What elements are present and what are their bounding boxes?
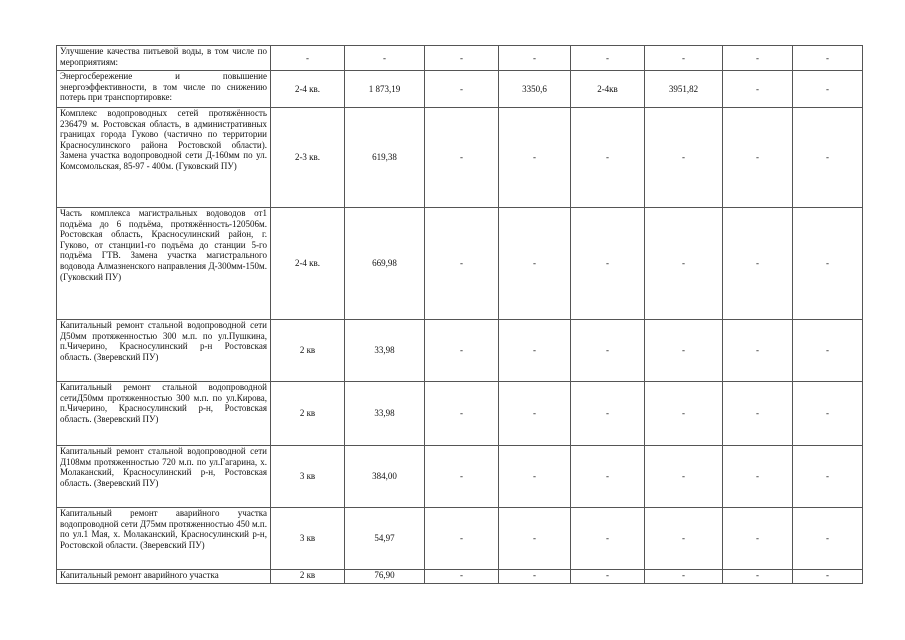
cell: -: [499, 208, 571, 320]
cell: -: [425, 208, 499, 320]
row-description: Капитальный ремонт аварийного участка: [57, 570, 271, 584]
cell: -: [425, 382, 499, 446]
cell: -: [499, 382, 571, 446]
cell: -: [723, 46, 793, 71]
cell: -: [571, 382, 645, 446]
cell: -: [793, 570, 863, 584]
cell: -: [645, 570, 723, 584]
row-description: Капитальный ремонт стальной водопроводной сети Д50мм протяженностью 300 м.п. по ул.Пушкина, п.Чичерино, Красносулинский р-н Ростовская область. (Зверевский ПУ): [57, 320, 271, 382]
cell: -: [723, 320, 793, 382]
cell: -: [425, 71, 499, 108]
cell: 3350,6: [499, 71, 571, 108]
table-row: [57, 446, 863, 508]
cell: -: [645, 320, 723, 382]
cell: 3 кв: [271, 508, 345, 570]
cell: -: [499, 108, 571, 208]
cell: 2-4 кв.: [271, 208, 345, 320]
cell: -: [723, 382, 793, 446]
cell: -: [723, 508, 793, 570]
cell: -: [571, 446, 645, 508]
cell: -: [793, 320, 863, 382]
cell: 619,38: [345, 108, 425, 208]
cell: -: [723, 570, 793, 584]
cell: -: [571, 208, 645, 320]
cell: -: [645, 46, 723, 71]
cell: 2-4 кв.: [271, 71, 345, 108]
cell: -: [793, 382, 863, 446]
cell: -: [425, 446, 499, 508]
cell: -: [645, 208, 723, 320]
cell: 76,90: [345, 570, 425, 584]
cell: -: [425, 508, 499, 570]
row-description: Капитальный ремонт аварийного участка водопроводной сети Д75мм протяженностью 450 м.п. по ул.1 Мая, х. Молаканский, Красносулинский р-н, Ростовской области. (Зверевский ПУ): [57, 508, 271, 570]
cell: -: [793, 446, 863, 508]
row-description: Энергосбережение и повышение энергоэффективности, в том числе по снижению потерь при транспортировке:: [57, 71, 271, 108]
cell: -: [645, 446, 723, 508]
cell: -: [571, 508, 645, 570]
cell: 2 кв: [271, 570, 345, 584]
cell: 3 кв: [271, 446, 345, 508]
table-row: [57, 382, 863, 446]
cell: -: [723, 446, 793, 508]
cell: -: [793, 208, 863, 320]
cell: 384,00: [345, 446, 425, 508]
cell: -: [571, 108, 645, 208]
cell: 54,97: [345, 508, 425, 570]
cell: 2 кв: [271, 320, 345, 382]
cell: -: [793, 508, 863, 570]
cell: -: [645, 382, 723, 446]
table-row: [57, 46, 863, 71]
cell: 1 873,19: [345, 71, 425, 108]
cell: 2 кв: [271, 382, 345, 446]
table-row: [57, 570, 863, 584]
cell: -: [499, 508, 571, 570]
cell: -: [499, 446, 571, 508]
row-description: Капитальный ремонт стальной водопроводной сетиД50мм протяженностью 300 м.п. по ул.Кирова, п.Чичерино, Красносулинский р-н, Ростовская область. (Зверевский ПУ): [57, 382, 271, 446]
cell: -: [425, 46, 499, 71]
table-row: [57, 508, 863, 570]
cell: 669,98: [345, 208, 425, 320]
row-description: Часть комплекса магистральных водоводов от1 подъёма до 6 подъёма, протяжённость-120506м. Ростовская область, Красносулинский район, г. Гуково, от станции1-го подъёма до станции 5-го подъёма ГТВ. Замена участка магистрального водовода Алмазненского направления Д-300мм-150м. (Гуковский ПУ): [57, 208, 271, 320]
row-description: Капитальный ремонт стальной водопроводной сети Д108мм протяженностью 720 м.п. по ул.Гагарина, х. Молаканский, Красносулинский р-н, Ростовская область. (Зверевский ПУ): [57, 446, 271, 508]
cell: -: [645, 508, 723, 570]
cell: -: [645, 108, 723, 208]
row-description: Комплекс водопроводных сетей протяжённость 236479 м. Ростовская область, в административных границах города Гуково (частично по территории Красносулинского района Ростовской области). Замена участка водопроводной сети Д-160мм по ул. Комсомольская, 85-97 - 400м. (Гуковский ПУ): [57, 108, 271, 208]
table-row: [57, 71, 863, 108]
cell: -: [345, 46, 425, 71]
cell: -: [571, 46, 645, 71]
cell: 3951,82: [645, 71, 723, 108]
table-row: [57, 108, 863, 208]
cell: 33,98: [345, 320, 425, 382]
table-row: [57, 320, 863, 382]
cell: -: [571, 320, 645, 382]
measures-table: [56, 45, 863, 584]
cell: -: [723, 108, 793, 208]
cell: -: [723, 71, 793, 108]
cell: -: [425, 570, 499, 584]
cell: -: [499, 570, 571, 584]
cell: -: [499, 46, 571, 71]
row-description: Улучшение качества питьевой воды, в том числе по мероприятиям:: [57, 46, 271, 71]
cell: -: [271, 46, 345, 71]
table-row: [57, 208, 863, 320]
cell: -: [793, 46, 863, 71]
cell: -: [499, 320, 571, 382]
cell: -: [793, 108, 863, 208]
cell: 2-4кв: [571, 71, 645, 108]
cell: 33,98: [345, 382, 425, 446]
cell: -: [723, 208, 793, 320]
cell: 2-3 кв.: [271, 108, 345, 208]
cell: -: [425, 108, 499, 208]
cell: -: [793, 71, 863, 108]
cell: -: [571, 570, 645, 584]
cell: -: [425, 320, 499, 382]
